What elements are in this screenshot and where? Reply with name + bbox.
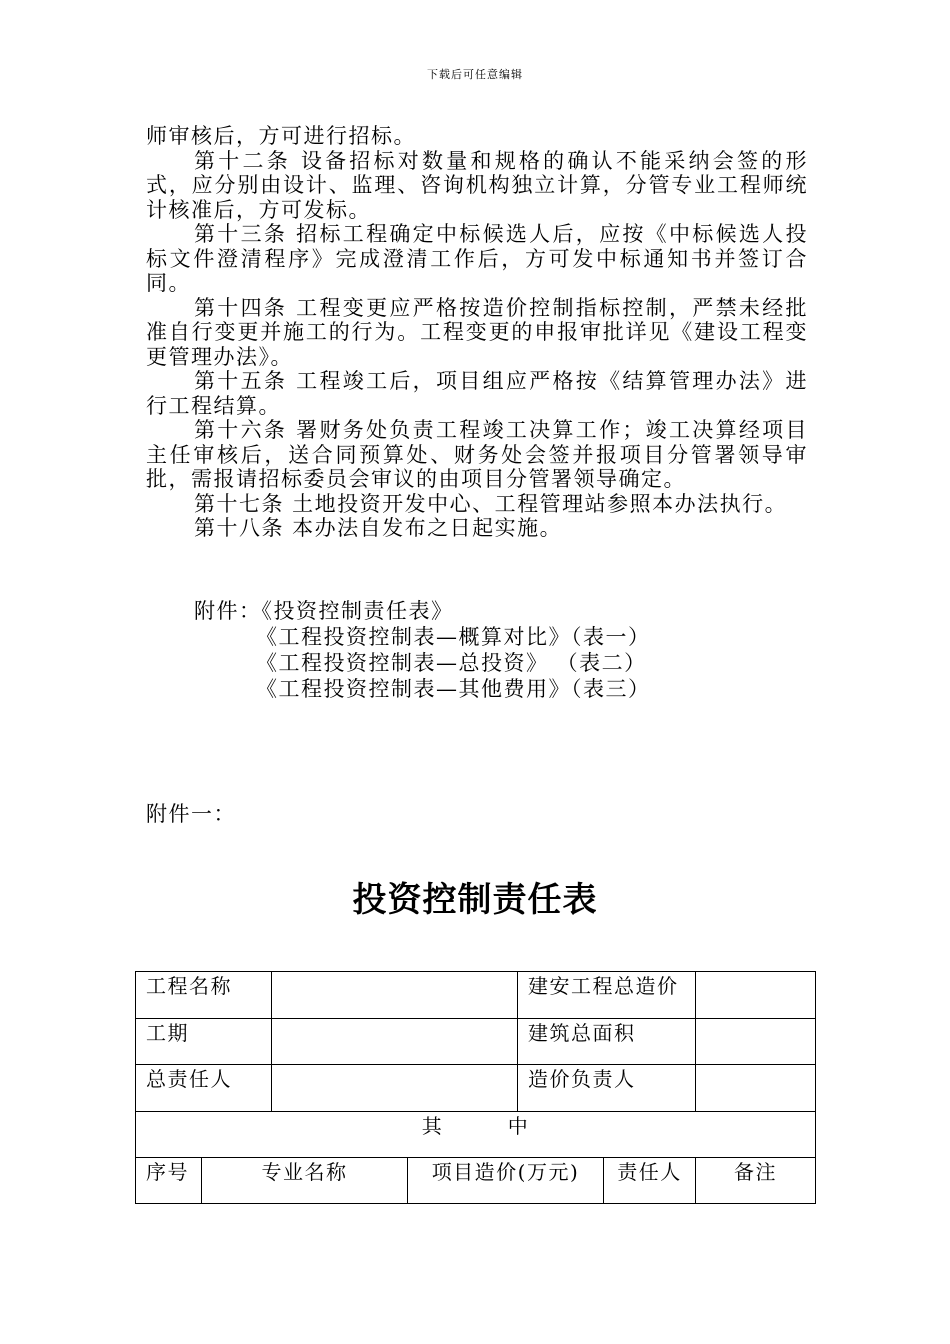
column-header-responsible: 责任人 bbox=[604, 1158, 696, 1204]
paragraph: 第十三条 招标工程确定中标候选人后，应按《中标候选人投标文件澄清程序》完成澄清工作后，方可发中标通知书并签订合同。 bbox=[146, 222, 808, 295]
paragraph: 第十二条 设备招标对数量和规格的确认不能采纳会签的形式，应分别由设计、监理、咨询机构独立计算，分管专业工程师统计核准后，方可发标。 bbox=[146, 148, 808, 222]
duration-label: 工期 bbox=[136, 1019, 272, 1065]
chief-responsible-label: 总责任人 bbox=[136, 1065, 272, 1112]
project-name-label: 工程名称 bbox=[136, 972, 272, 1019]
paragraph: 第十四条 工程变更应严格按造价控制指标控制，严禁未经批准自行变更并施工的行为。工程变更的申报审批详见《建设工程变更管理办法》。 bbox=[146, 295, 808, 369]
project-name-value bbox=[272, 972, 518, 1019]
cost-responsible-label: 造价负责人 bbox=[518, 1065, 696, 1112]
paragraph: 第十五条 工程竣工后，项目组应严格按《结算管理办法》进行工程结算。 bbox=[146, 369, 808, 418]
attachment-item: 《工程投资控制表—其他费用》（表三） bbox=[256, 677, 651, 701]
chief-responsible-value bbox=[272, 1065, 518, 1112]
column-header-specialty: 专业名称 bbox=[202, 1158, 408, 1204]
total-cost-value bbox=[696, 972, 816, 1019]
building-area-label: 建筑总面积 bbox=[518, 1019, 696, 1065]
attachment-one-label: 附件一： bbox=[146, 802, 236, 826]
form-title: 投资控制责任表 bbox=[352, 880, 598, 920]
building-area-value bbox=[696, 1019, 816, 1065]
header-note: 下载后可任意编辑 bbox=[427, 68, 523, 81]
among-header: 其 中 bbox=[136, 1112, 816, 1158]
column-header-seq: 序号 bbox=[136, 1158, 202, 1204]
paragraph: 师审核后，方可进行招标。 bbox=[146, 124, 416, 148]
total-cost-label: 建安工程总造价 bbox=[518, 972, 696, 1019]
cost-responsible-value bbox=[696, 1065, 816, 1112]
paragraph: 第十六条 署财务处负责工程竣工决算工作；竣工决算经项目主任审核后，送合同预算处、财务处会签并报项目分管署领导审批，需报请招标委员会审议的由项目分管署领导确定。 bbox=[146, 418, 808, 491]
paragraph: 第十八条 本办法自发布之日起实施。 bbox=[194, 516, 563, 540]
attachment-item: 《工程投资控制表—概算对比》（表一） bbox=[256, 625, 651, 649]
attachment-item: 《工程投资控制表—总投资》 （表二） bbox=[256, 651, 647, 675]
paragraph: 第十七条 土地投资开发中心、工程管理站参照本办法执行。 bbox=[194, 491, 788, 516]
column-header-cost: 项目造价(万元) bbox=[408, 1158, 604, 1204]
attachments-label: 附件：《投资控制责任表》 bbox=[194, 599, 454, 623]
column-header-remarks: 备注 bbox=[696, 1158, 816, 1204]
duration-value bbox=[272, 1019, 518, 1065]
body-text bbox=[146, 124, 808, 541]
responsibility-form-table bbox=[135, 971, 816, 1204]
